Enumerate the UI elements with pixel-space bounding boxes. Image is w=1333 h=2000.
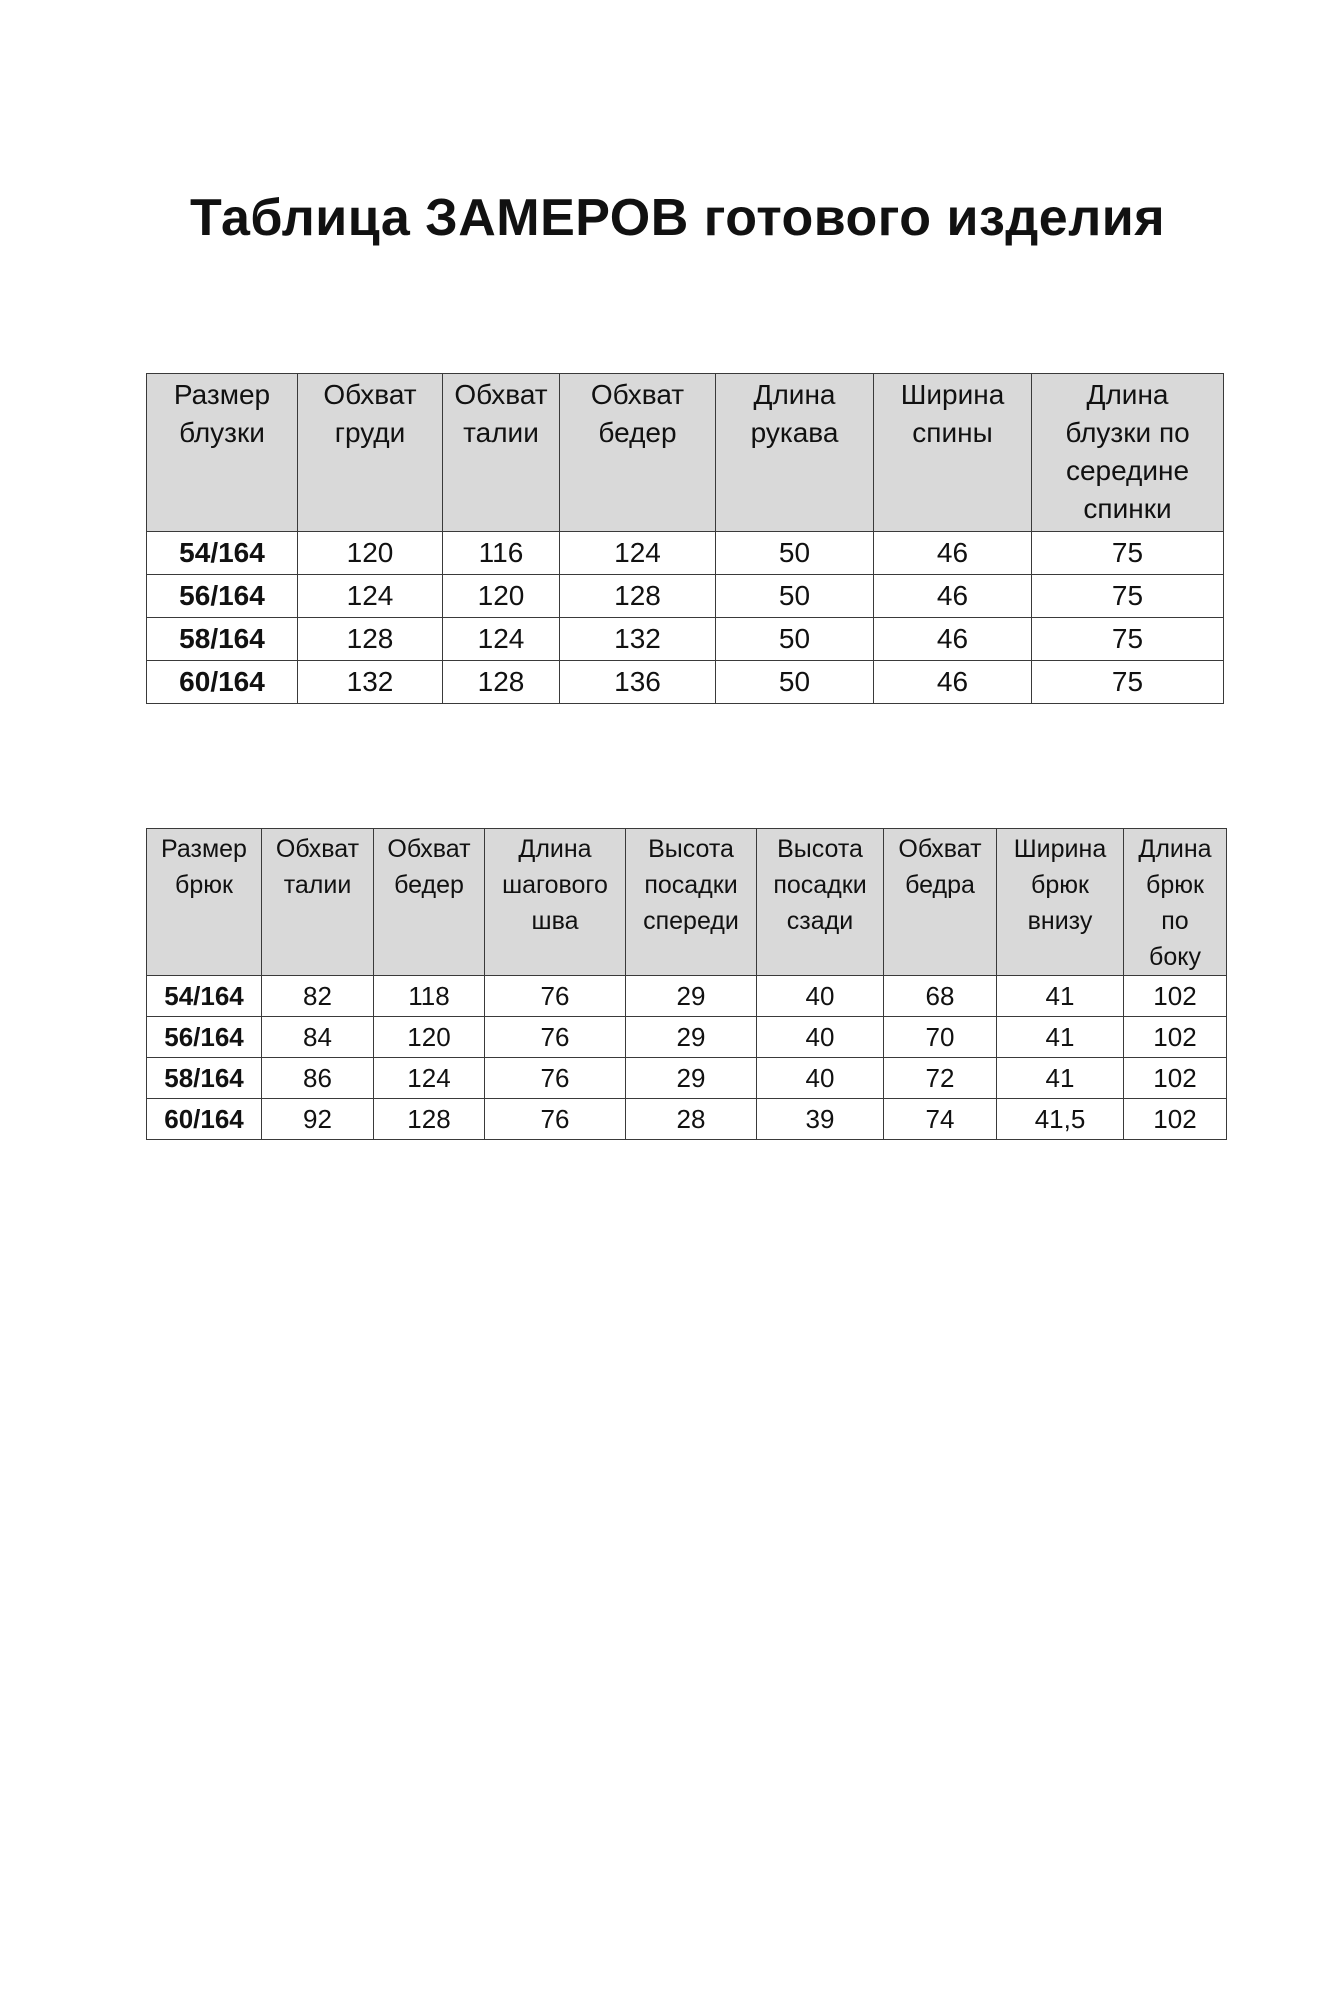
- table-cell: 132: [298, 661, 443, 704]
- header-cell-hips: [374, 829, 485, 976]
- table-cell: 74: [884, 1099, 997, 1140]
- table-header-row: [147, 829, 1227, 976]
- table-cell: 50: [716, 532, 874, 575]
- table-cell: 128: [560, 575, 716, 618]
- header-cell-back-width: [874, 374, 1032, 532]
- table-cell: 128: [443, 661, 560, 704]
- table-cell: 46: [874, 575, 1032, 618]
- table-row: [147, 1017, 1227, 1058]
- table-cell: 120: [298, 532, 443, 575]
- header-label: Высота посадки спереди: [643, 835, 739, 935]
- size-cell: 58/164: [147, 618, 298, 661]
- table-cell: 75: [1032, 532, 1224, 575]
- trousers-measurements-table: [146, 828, 1227, 1140]
- table-row: [147, 661, 1224, 704]
- header-cell-size: [147, 374, 298, 532]
- size-cell: 56/164: [147, 1017, 262, 1058]
- table-cell: 40: [757, 1017, 884, 1058]
- header-label: Обхват талии: [454, 379, 548, 448]
- table-row: [147, 1099, 1227, 1140]
- table-cell: 76: [485, 976, 626, 1017]
- table-cell: 84: [262, 1017, 374, 1058]
- table-cell: 68: [884, 976, 997, 1017]
- size-cell: 60/164: [147, 1099, 262, 1140]
- table-cell: 116: [443, 532, 560, 575]
- table-cell: 72: [884, 1058, 997, 1099]
- table-cell: 132: [560, 618, 716, 661]
- header-label: Длина брюк по боку: [1138, 835, 1212, 971]
- header-label: Размер блузки: [173, 379, 271, 448]
- table-cell: 28: [626, 1099, 757, 1140]
- table-row: [147, 575, 1224, 618]
- table-cell: 50: [716, 618, 874, 661]
- table-cell: 41,5: [997, 1099, 1124, 1140]
- table-cell: 76: [485, 1099, 626, 1140]
- table-cell: 120: [443, 575, 560, 618]
- header-label: Обхват бедра: [898, 835, 982, 899]
- header-label: Размер брюк: [161, 835, 247, 899]
- table-cell: 39: [757, 1099, 884, 1140]
- table-cell: 102: [1124, 1099, 1227, 1140]
- table-cell: 46: [874, 532, 1032, 575]
- table-cell: 29: [626, 1058, 757, 1099]
- header-cell-thigh: [884, 829, 997, 976]
- header-cell-size: [147, 829, 262, 976]
- header-label: Высота посадки сзади: [773, 835, 867, 935]
- size-cell: 60/164: [147, 661, 298, 704]
- table-cell: 120: [374, 1017, 485, 1058]
- table-row: [147, 532, 1224, 575]
- header-label: Обхват талии: [275, 835, 360, 899]
- header-cell-hem-width: [997, 829, 1124, 976]
- size-cell: 56/164: [147, 575, 298, 618]
- table-cell: 75: [1032, 661, 1224, 704]
- table-cell: 102: [1124, 976, 1227, 1017]
- header-cell-inseam: [485, 829, 626, 976]
- table-row: [147, 976, 1227, 1017]
- table-cell: 41: [997, 976, 1124, 1017]
- table-cell: 29: [626, 1017, 757, 1058]
- table-cell: 86: [262, 1058, 374, 1099]
- table-cell: 76: [485, 1017, 626, 1058]
- table-cell: 40: [757, 976, 884, 1017]
- table-row: [147, 618, 1224, 661]
- table-cell: 40: [757, 1058, 884, 1099]
- table-cell: 92: [262, 1099, 374, 1140]
- header-label: Длина блузки по середине спинки: [1065, 379, 1190, 524]
- header-cell-chest: [298, 374, 443, 532]
- table-cell: 128: [374, 1099, 485, 1140]
- table-cell: 124: [443, 618, 560, 661]
- table-cell: 29: [626, 976, 757, 1017]
- table-cell: 46: [874, 661, 1032, 704]
- table-cell: 136: [560, 661, 716, 704]
- table-cell: 124: [560, 532, 716, 575]
- table-cell: 41: [997, 1058, 1124, 1099]
- table-cell: 75: [1032, 618, 1224, 661]
- header-label: Обхват бедер: [387, 835, 471, 899]
- header-cell-front-rise: [626, 829, 757, 976]
- header-label: Обхват груди: [323, 379, 417, 448]
- table-cell: 82: [262, 976, 374, 1017]
- header-label: Ширина брюк внизу: [1013, 835, 1107, 935]
- page-title: Таблица ЗАМЕРОВ готового изделия: [190, 189, 1166, 247]
- header-cell-waist: [262, 829, 374, 976]
- table-cell: 50: [716, 661, 874, 704]
- table-cell: 76: [485, 1058, 626, 1099]
- table-cell: 102: [1124, 1017, 1227, 1058]
- table-cell: 124: [374, 1058, 485, 1099]
- table-cell: 70: [884, 1017, 997, 1058]
- header-cell-hips: [560, 374, 716, 532]
- table-cell: 124: [298, 575, 443, 618]
- header-label: Ширина спины: [900, 379, 1005, 448]
- table-cell: 50: [716, 575, 874, 618]
- table-cell: 118: [374, 976, 485, 1017]
- header-cell-sleeve-length: [716, 374, 874, 532]
- header-cell-blouse-length: [1032, 374, 1224, 532]
- table-header-row: [147, 374, 1224, 532]
- table-row: [147, 1058, 1227, 1099]
- header-label: Обхват бедер: [590, 379, 685, 448]
- table-cell: 128: [298, 618, 443, 661]
- table-cell: 46: [874, 618, 1032, 661]
- table-cell: 102: [1124, 1058, 1227, 1099]
- table-cell: 75: [1032, 575, 1224, 618]
- table-cell: 41: [997, 1017, 1124, 1058]
- header-cell-back-rise: [757, 829, 884, 976]
- header-label: Длина шагового шва: [502, 835, 608, 935]
- blouse-measurements-table: [146, 373, 1224, 704]
- header-cell-side-length: [1124, 829, 1227, 976]
- size-cell: 54/164: [147, 976, 262, 1017]
- size-cell: 54/164: [147, 532, 298, 575]
- header-label: Длина рукава: [750, 379, 839, 448]
- size-cell: 58/164: [147, 1058, 262, 1099]
- header-cell-waist: [443, 374, 560, 532]
